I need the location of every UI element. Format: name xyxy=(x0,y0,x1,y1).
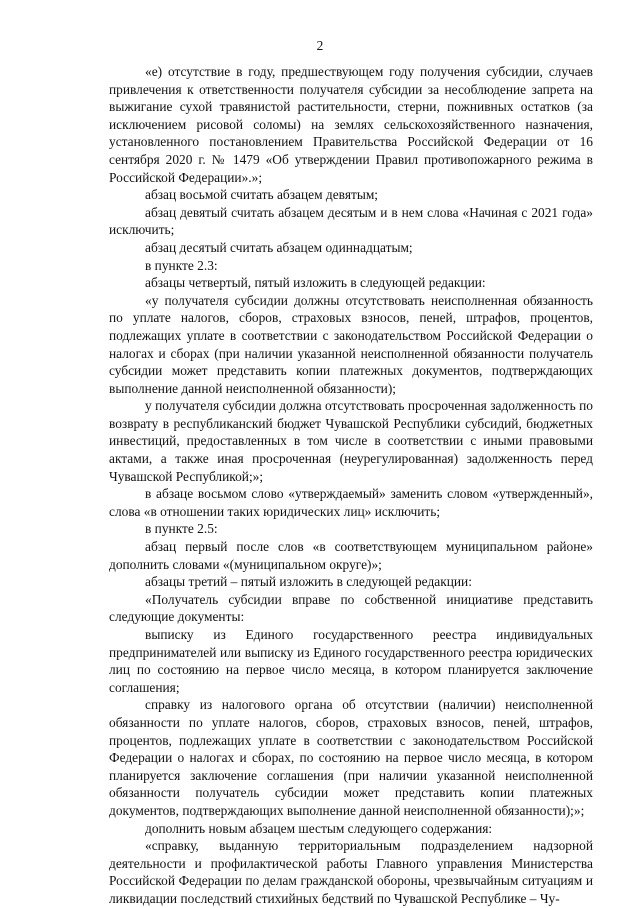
paragraph: абзац восьмой считать абзацем девятым; xyxy=(145,187,379,203)
paragraph: «е) отсутствие в году, предшествующем году получения субсидии, случаев привлечения к ответственности получателя субсидии за несоблюдение запрета на выжигание сухой травянистой растительности, стерни, пожнивных остатков (за исключением рисовой соломы) на землях сельскохозяйственного назначения, установленного постановлением Правительства Российской Федерации от 16 сентября 2020 г. № 1479 «Об утверждении Правил противопожарного режима в Российской Федерации».»; xyxy=(109,64,593,185)
paragraph: выписку из Единого государственного реестра индивидуальных предпринимателей или выписку из Единого государственного реестра юридических лиц по состоянию на первое число месяца, в котором планируется заключение соглашения; xyxy=(109,627,593,695)
paragraph: «Получатель субсидии вправе по собственной инициативе представить следующие документы: xyxy=(109,591,593,625)
paragraph: в пункте 2.3: xyxy=(145,257,218,273)
document-body xyxy=(109,63,593,908)
paragraph: «у получателя субсидии должны отсутствовать неисполненная обязанность по уплате налогов, сборов, страховых взносов, пеней, штрафов, процентов, подлежащих уплате в соответствии с законодательством Российской Федерации о налогах и сборах (при наличии указанной неисполненной обязанности получатель субсидии может представить копии платежных документов, подтверждающих выполнение данной неисполненной обязанности); xyxy=(109,292,593,396)
paragraph: справку из налогового органа об отсутствии (наличии) неисполненной обязанности по уплате налогов, сборов, страховых взносов, пеней, штрафов, процентов, подлежащих уплате в соответствии с законодательством Российской Федерации о налогах и сборах, по состоянию на первое число месяца, в котором планируется заключение соглашения (при наличии указанной неисполненной обязанности получатель субсидии может представить копии платежных документов, подтверждающих выполнение данной неисполненной обязанности);»; xyxy=(109,697,593,818)
paragraph: абзацы третий – пятый изложить в следующей редакции: xyxy=(145,574,472,590)
paragraph: у получателя субсидии должна отсутствовать просроченная задолженность по возврату в республиканский бюджет Чувашской Республики субсидий, бюджетных инвестиций, предоставленных в том числе в соответствии с иными правовыми актами, а также иная просроченная (неурегулированная) задолженность перед Чувашской Республикой;»; xyxy=(109,398,593,484)
page-number: 2 xyxy=(316,38,324,53)
paragraph: дополнить новым абзацем шестым следующего содержания: xyxy=(145,820,493,836)
paragraph: в абзаце восьмом слово «утверждаемый» заменить словом «утвержденный», слова «в отношении таких юридических лиц» исключить; xyxy=(109,486,593,519)
paragraph: абзац десятый считать абзацем одиннадцатым; xyxy=(145,239,413,255)
paragraph: абзац девятый считать абзацем десятым и в нем слова «Начиная с 2021 года» исключить; xyxy=(109,204,593,238)
paragraph: абзац первый после слов «в соответствующем муниципальном районе» дополнить словами «(муниципальном округе)»; xyxy=(109,539,593,572)
paragraph: «справку, выданную территориальным подразделением надзорной деятельности и профилактической работы Главного управления Министерства Российской Федерации по делам гражданской обороны, чрезвычайным ситуациям и ликвидации последствий стихийных бедствий по Чувашской Республике – Чу- xyxy=(109,838,593,906)
paragraph: в пункте 2.5: xyxy=(145,521,218,537)
paragraph: абзацы четвертый, пятый изложить в следующей редакции: xyxy=(145,275,486,291)
